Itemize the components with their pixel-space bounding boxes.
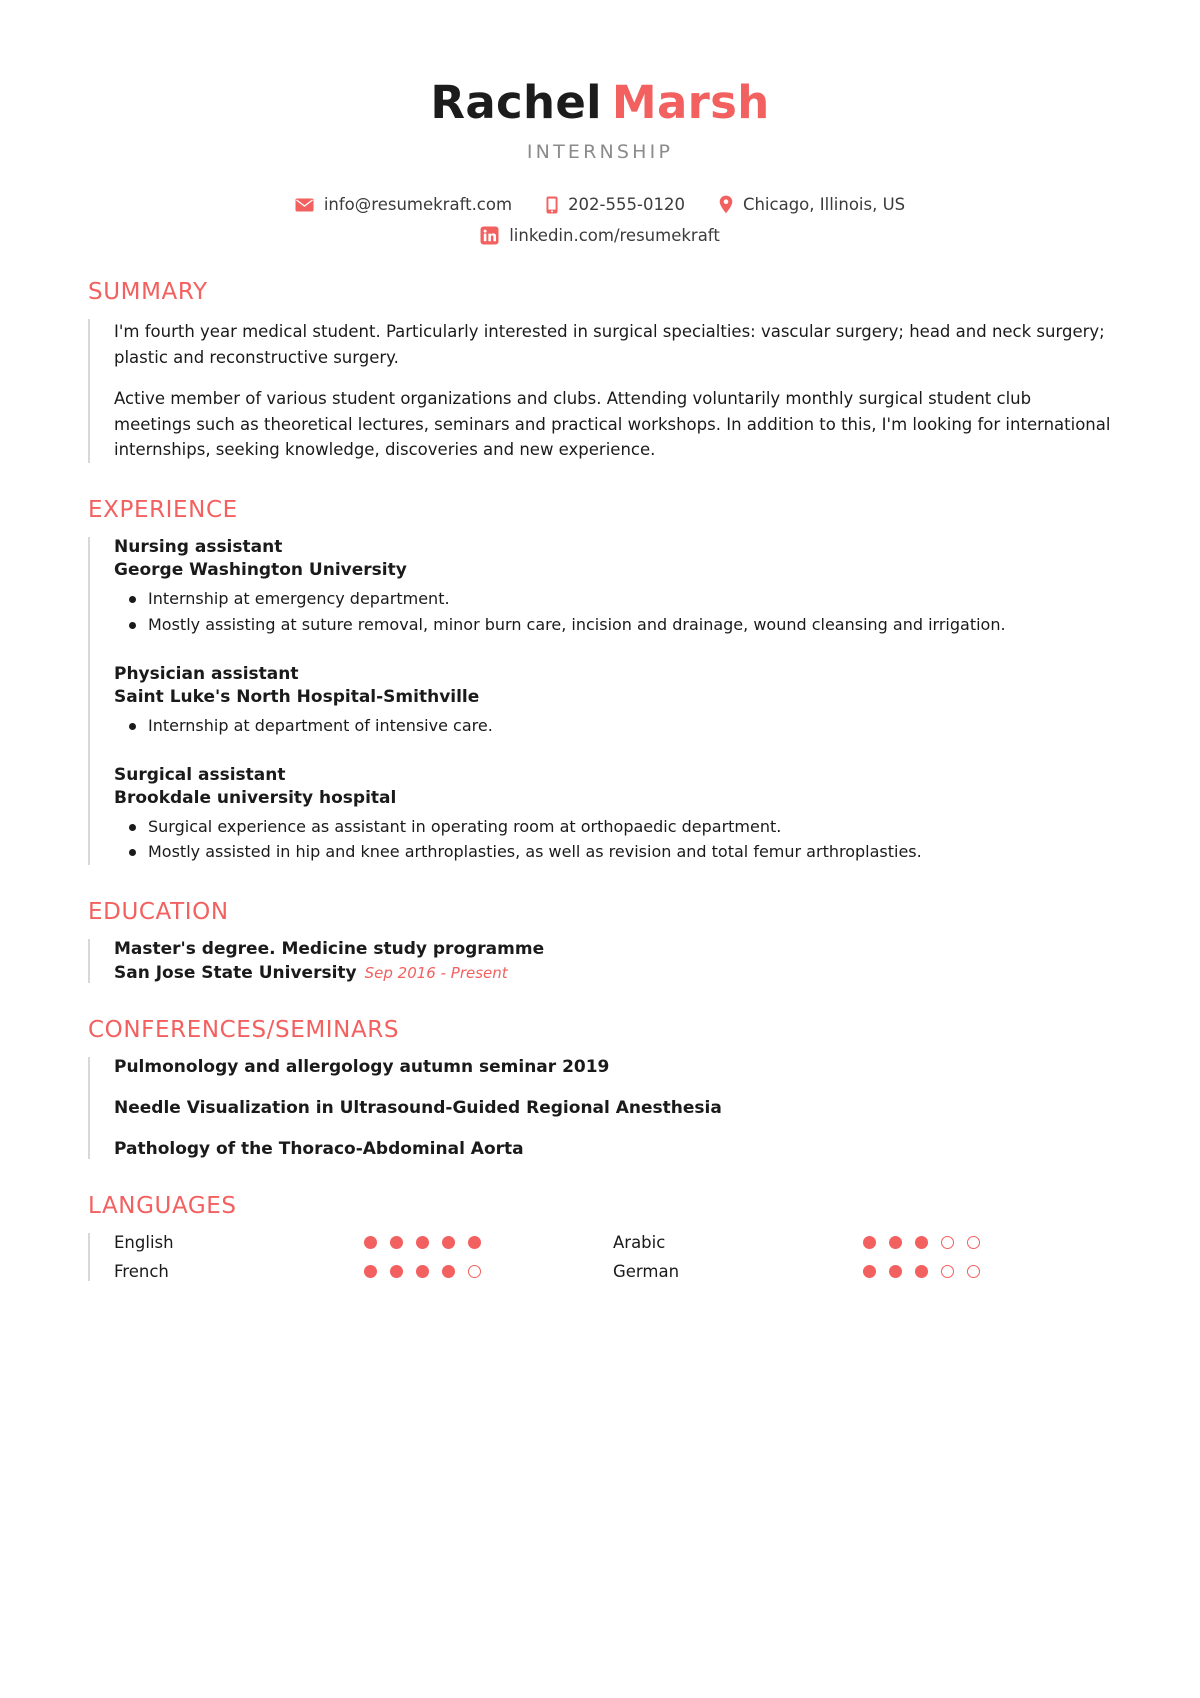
rating-dot-filled — [915, 1236, 928, 1249]
language-item — [613, 1233, 1112, 1252]
experience-item — [114, 765, 1112, 866]
contact-email-text: info@resumekraft.com — [323, 195, 513, 214]
languages-grid — [114, 1233, 1112, 1281]
section-experience — [88, 497, 1112, 866]
job-bullet: Mostly assisting at suture removal, minor burn care, incision and drainage, wound cleansing and irrigation. — [148, 612, 1112, 638]
conference-item: Pathology of the Thoraco-Abdominal Aorta — [114, 1139, 524, 1160]
candidate-name — [88, 76, 1112, 129]
rating-dot-filled — [416, 1265, 429, 1278]
language-name: German — [613, 1262, 680, 1282]
rating-dot-filled — [390, 1265, 403, 1278]
contact-phone-text: 202-555-0120 — [568, 195, 685, 214]
contact-location[interactable] — [719, 195, 905, 214]
rating-dot-empty — [941, 1236, 954, 1249]
language-name: Arabic — [613, 1233, 666, 1253]
rating-dot-filled — [364, 1265, 377, 1278]
rating-dot-filled — [442, 1236, 455, 1249]
contact-row-social — [88, 226, 1112, 245]
education-school: San Jose State University — [114, 963, 357, 984]
summary-paragraph: I'm fourth year medical student. Particularly interested in surgical specialties: vascular surgery; head and neck surgery; plastic and reconstructive surgery. — [114, 322, 1105, 367]
rating-dot-filled — [416, 1236, 429, 1249]
job-bullets — [114, 713, 1112, 739]
linkedin-icon — [480, 226, 499, 245]
job-bullet: Mostly assisted in hip and knee arthroplasties, as well as revision and total femur arthroplasties. — [148, 839, 1112, 865]
rating-dot-filled — [364, 1236, 377, 1249]
envelope-icon — [295, 198, 314, 212]
language-item — [114, 1233, 613, 1252]
summary-paragraph: Active member of various student organizations and clubs. Attending voluntarily monthly surgical student club meetings such as theoretical lectures, seminars and practical workshops. In addition to this, I'm looking for international internships, seeking knowledge, discoveries and new experience. — [114, 389, 1111, 460]
rating-dot-filled — [889, 1265, 902, 1278]
conferences-body — [88, 1057, 1112, 1159]
job-bullets — [114, 814, 1112, 866]
rating-dot-filled — [390, 1236, 403, 1249]
rating-dot-empty — [468, 1265, 481, 1278]
contact-row-primary — [88, 195, 1112, 214]
last-name: Marsh — [611, 76, 770, 129]
rating-dot-filled — [863, 1265, 876, 1278]
job-bullets — [114, 586, 1112, 638]
experience-item — [114, 664, 1112, 739]
section-conferences — [88, 1017, 1112, 1159]
experience-body — [88, 537, 1112, 866]
education-degree: Master's degree. Medicine study programme — [114, 939, 545, 960]
rating-dot-filled — [468, 1236, 481, 1249]
language-name: English — [114, 1233, 174, 1253]
section-title-summary: SUMMARY — [88, 279, 208, 305]
rating-dot-empty — [967, 1236, 980, 1249]
rating-dot-filled — [863, 1236, 876, 1249]
phone-icon — [546, 196, 558, 214]
summary-body — [88, 319, 1112, 463]
section-title-experience: EXPERIENCE — [88, 496, 238, 523]
job-bullet: Surgical experience as assistant in operating room at orthopaedic department. — [148, 814, 1112, 840]
section-title-education: EDUCATION — [88, 899, 229, 926]
rating-dot-empty — [967, 1265, 980, 1278]
language-level-dots — [364, 1265, 481, 1278]
section-summary — [88, 279, 1112, 463]
language-level-dots — [364, 1236, 481, 1249]
language-item — [613, 1262, 1112, 1281]
contact-location-text: Chicago, Illinois, US — [742, 195, 906, 214]
section-education — [88, 899, 1112, 983]
language-name: French — [114, 1262, 169, 1282]
section-title-languages: LANGUAGES — [88, 1193, 237, 1220]
contact-linkedin-text: linkedin.com/resumekraft — [509, 226, 720, 245]
job-bullet: Internship at department of intensive care. — [148, 713, 1112, 739]
job-organization: Brookdale university hospital — [114, 787, 397, 808]
languages-body — [88, 1233, 1112, 1281]
job-role: Surgical assistant — [114, 764, 286, 785]
resume-header — [88, 76, 1112, 245]
education-dates: Sep 2016 - Present — [364, 964, 508, 983]
job-role: Nursing assistant — [114, 536, 283, 557]
contact-email[interactable] — [295, 195, 512, 214]
rating-dot-empty — [941, 1265, 954, 1278]
conference-item: Needle Visualization in Ultrasound-Guided Regional Anesthesia — [114, 1098, 722, 1119]
language-level-dots — [863, 1265, 980, 1278]
job-organization: Saint Luke's North Hospital-Smithville — [114, 686, 480, 707]
education-body — [88, 939, 1112, 983]
language-level-dots — [863, 1236, 980, 1249]
contact-linkedin[interactable] — [480, 226, 720, 245]
language-item — [114, 1262, 613, 1281]
job-organization: George Washington University — [114, 559, 407, 580]
experience-item — [114, 537, 1112, 638]
education-line — [114, 963, 1112, 983]
job-bullet: Internship at emergency department. — [148, 586, 1112, 612]
location-pin-icon — [719, 195, 733, 214]
job-role: Physician assistant — [114, 663, 299, 684]
contact-phone[interactable] — [546, 195, 685, 214]
section-title-conferences: CONFERENCES/SEMINARS — [88, 1017, 400, 1044]
section-languages — [88, 1193, 1112, 1281]
rating-dot-filled — [889, 1236, 902, 1249]
first-name: Rachel — [430, 76, 602, 129]
job-title: INTERNSHIP — [526, 141, 674, 163]
conference-item: Pulmonology and allergology autumn seminar 2019 — [114, 1057, 610, 1078]
rating-dot-filled — [442, 1265, 455, 1278]
rating-dot-filled — [915, 1265, 928, 1278]
